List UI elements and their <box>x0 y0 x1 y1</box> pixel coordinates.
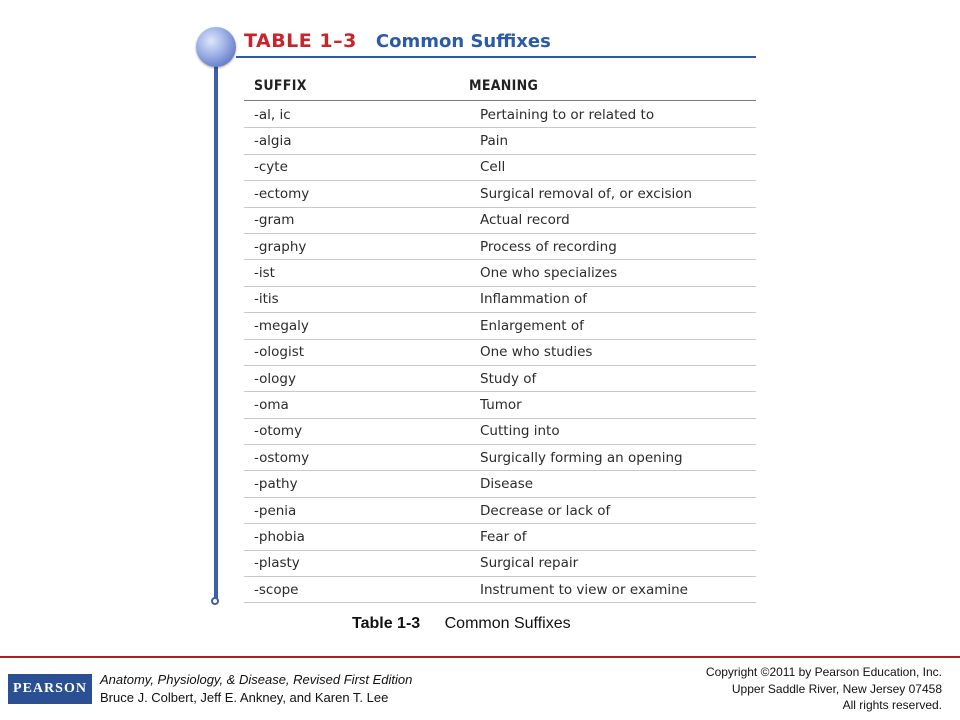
meaning-cell: Tumor <box>480 396 522 413</box>
meaning-cell: Actual record <box>480 212 570 229</box>
suffix-cell: -phobia <box>254 528 305 545</box>
copyright-block <box>706 664 942 714</box>
publisher-address: Upper Saddle River, New Jersey 07458 <box>731 681 942 696</box>
table-row <box>244 208 756 234</box>
table-row <box>244 498 756 524</box>
suffix-cell: -al, ic <box>254 106 291 123</box>
rights-line: All rights reserved. <box>842 698 942 712</box>
meaning-cell: One who specializes <box>480 265 618 282</box>
table-heading <box>244 30 551 56</box>
pearson-logo: PEARSON <box>8 674 92 704</box>
meaning-cell: Surgically forming an opening <box>480 449 683 466</box>
suffix-cell: -cyte <box>254 159 288 176</box>
table-row <box>244 419 756 445</box>
table-row <box>244 392 756 418</box>
table-row <box>244 181 756 207</box>
meaning-cell: Surgical removal of, or excision <box>480 185 693 202</box>
table-row <box>244 313 756 339</box>
meaning-cell: Cell <box>480 159 506 176</box>
table-row <box>244 340 756 366</box>
meaning-cell: Surgical repair <box>480 555 579 572</box>
meaning-cell: Cutting into <box>480 423 560 440</box>
meaning-cell: Disease <box>480 476 534 493</box>
heading-divider <box>236 56 756 58</box>
table-row <box>244 524 756 550</box>
book-authors: Bruce J. Colbert, Jeff E. Ankney, and Karen T. Lee <box>100 690 389 705</box>
suffix-cell: -pathy <box>254 476 298 493</box>
meaning-cell: Instrument to view or examine <box>480 581 688 598</box>
suffix-cell: -ologist <box>254 344 305 361</box>
line-end-dot-icon <box>211 597 219 605</box>
suffix-cell: -megaly <box>254 317 309 334</box>
suffix-cell: -penia <box>254 502 297 519</box>
table-body <box>244 102 756 603</box>
meaning-cell: One who studies <box>480 344 593 361</box>
suffix-cell: -plasty <box>254 555 300 572</box>
suffix-cell: -ectomy <box>254 185 310 202</box>
meaning-cell: Pertaining to or related to <box>480 106 655 123</box>
meaning-cell: Decrease or lack of <box>480 502 611 519</box>
meaning-cell: Enlargement of <box>480 317 584 334</box>
suffix-cell: -gram <box>254 212 295 229</box>
suffix-cell: -ist <box>254 265 275 282</box>
meaning-cell: Study of <box>480 370 537 387</box>
figure-caption <box>352 615 571 633</box>
table-row <box>244 366 756 392</box>
table-number: TABLE 1–3 <box>244 30 357 52</box>
table-row <box>244 128 756 154</box>
header-divider <box>244 100 756 101</box>
footer-divider <box>0 656 960 658</box>
column-header-meaning: MEANING <box>469 78 539 94</box>
table-row <box>244 102 756 128</box>
table-title: Common Suffixes <box>375 31 551 52</box>
caption-text: Common Suffixes <box>444 615 571 632</box>
table-row <box>244 551 756 577</box>
table-row <box>244 155 756 181</box>
suffix-cell: -otomy <box>254 423 303 440</box>
suffix-cell: -oma <box>254 396 289 413</box>
book-title: Anatomy, Physiology, & Disease, Revised First Edition <box>100 672 413 687</box>
suffix-cell: -ostomy <box>254 449 310 466</box>
table-row <box>244 260 756 286</box>
table-row <box>244 577 756 603</box>
suffix-cell: -ology <box>254 370 296 387</box>
table-row <box>244 445 756 471</box>
table-row <box>244 471 756 497</box>
circle-bullet-icon <box>196 27 236 67</box>
meaning-cell: Fear of <box>480 528 527 545</box>
suffix-cell: -scope <box>254 581 299 598</box>
suffix-cell: -graphy <box>254 238 307 255</box>
suffix-cell: -algia <box>254 133 292 150</box>
meaning-cell: Inflammation of <box>480 291 588 308</box>
meaning-cell: Pain <box>480 133 509 150</box>
book-info <box>100 671 412 707</box>
caption-label: Table 1-3 <box>352 615 421 632</box>
suffix-cell: -itis <box>254 291 279 308</box>
column-header-suffix: SUFFIX <box>254 78 307 94</box>
table-row <box>244 234 756 260</box>
copyright-line: Copyright ©2011 by Pearson Education, Inc. <box>705 665 942 679</box>
meaning-cell: Process of recording <box>480 238 617 255</box>
table-row <box>244 287 756 313</box>
decorative-vertical-line <box>214 48 218 598</box>
